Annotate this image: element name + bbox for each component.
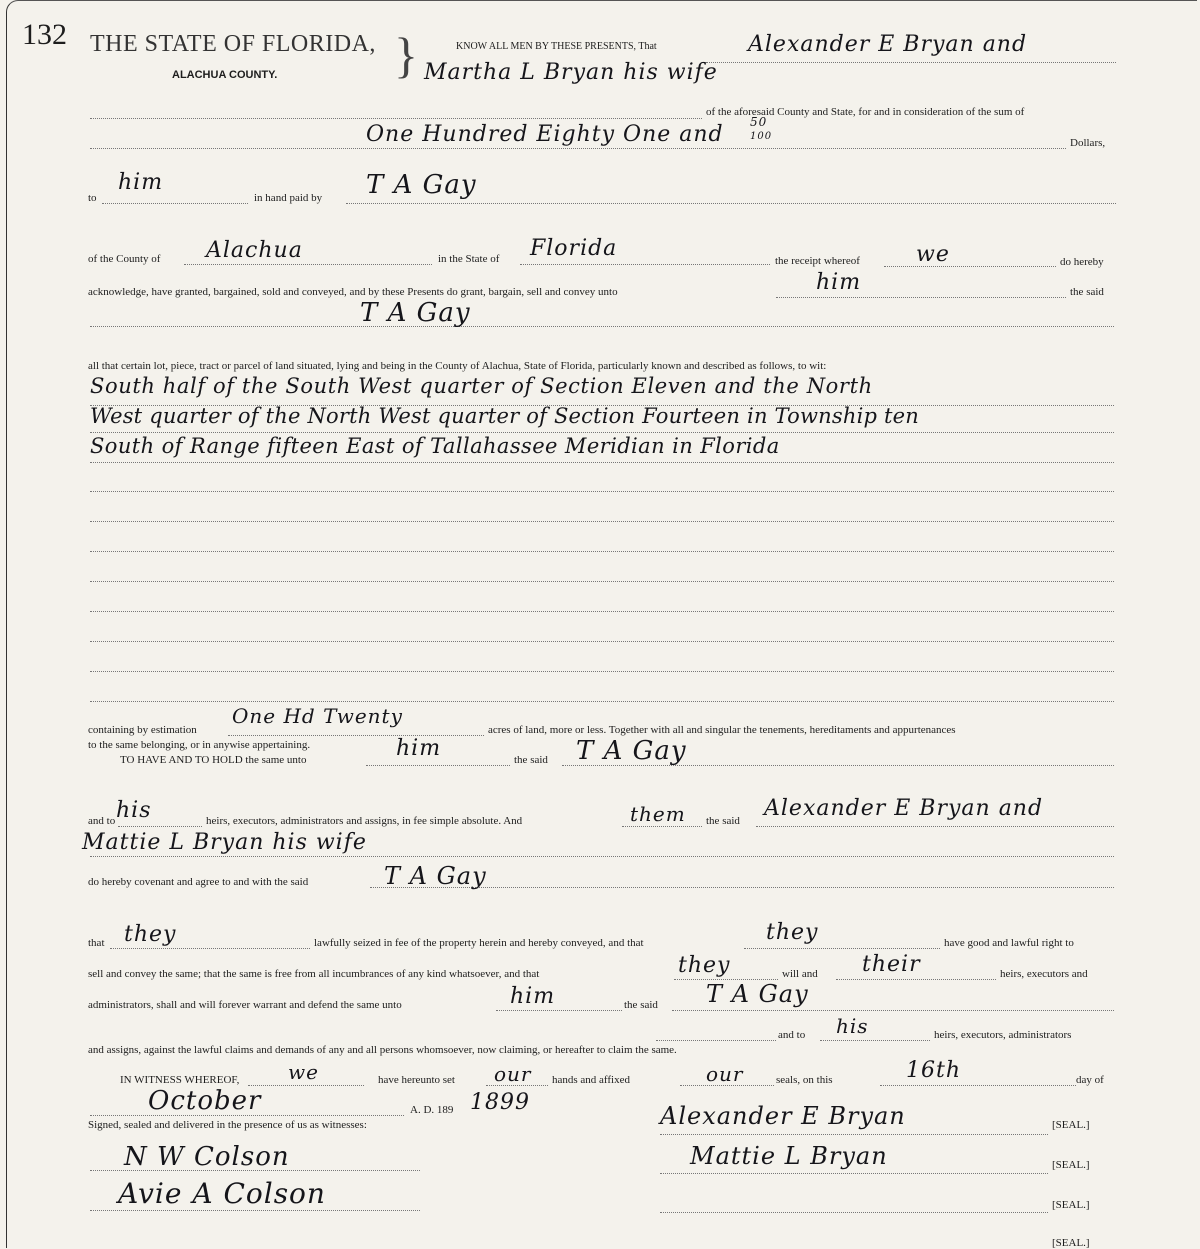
blank-line	[776, 297, 1066, 298]
desc-line	[90, 581, 1114, 582]
convey-handwritten: him	[816, 270, 862, 295]
blank-line	[622, 826, 702, 827]
blank-line	[366, 765, 510, 766]
preamble: KNOW ALL MEN BY THESE PRESENTS, That	[456, 41, 657, 52]
page-border	[6, 0, 1197, 1248]
label-that: that	[88, 937, 105, 949]
blank-line	[884, 266, 1056, 267]
label-admins: administrators, shall and will forever warrant and defend the same unto	[88, 999, 402, 1011]
hand-handwritten: our	[706, 1062, 744, 1086]
label-ad: A. D. 189	[410, 1104, 454, 1116]
label-will: will and	[782, 968, 818, 980]
label-signed: Signed, sealed and delivered in the presence of us as witnesses:	[88, 1119, 367, 1131]
desc-line	[90, 611, 1114, 612]
blank-line	[90, 856, 1114, 857]
label-the-said-4: the said	[624, 999, 658, 1011]
witness-line	[90, 1210, 420, 1211]
label-dollars: Dollars,	[1070, 137, 1106, 149]
day-handwritten: 16th	[906, 1058, 962, 1083]
witness-1-signature: N W Colson	[124, 1142, 290, 1172]
to-have-handwritten: him	[396, 736, 442, 761]
label-right: have good and lawful right to	[944, 937, 1074, 949]
grantors-handwritten: Alexander E Bryan and	[748, 32, 1028, 57]
label-belonging: to the same belonging, or in anywise appertaining.	[88, 739, 311, 751]
label-and-to-2: and to	[778, 1029, 806, 1041]
blank-line	[496, 1010, 622, 1011]
seal-3: [SEAL.]	[1052, 1199, 1090, 1211]
label-heirs-3: heirs, executors, administrators	[934, 1029, 1072, 1041]
month-handwritten: October	[148, 1086, 262, 1116]
blank-line	[118, 826, 202, 827]
covenant-grantee-handwritten: T A Gay	[384, 862, 487, 890]
desc-line	[90, 701, 1114, 702]
page-number: 132	[22, 18, 67, 51]
blank-line	[672, 1010, 1114, 1011]
county-heading: ALACHUA COUNTY.	[172, 69, 278, 81]
label-acknowledge: acknowledge, have granted, bargained, sold and conveyed, and by these Presents do grant, bargain, sell and convey unto	[88, 286, 618, 298]
blank-line	[820, 1040, 930, 1041]
acres-handwritten: One Hd Twenty	[232, 704, 403, 728]
label-to: to	[88, 192, 97, 204]
label-receipt: the receipt whereof	[775, 255, 860, 267]
label-day-of: day of	[1076, 1074, 1104, 1086]
witness-2-signature: Avie A Colson	[118, 1177, 326, 1210]
blank-line	[102, 203, 248, 204]
desc-line	[90, 521, 1114, 522]
label-containing: containing by estimation	[88, 724, 197, 736]
blank-line	[756, 826, 1114, 827]
desc-line	[90, 671, 1114, 672]
that-handwritten: they	[124, 922, 177, 947]
label-the-said-3: the said	[706, 815, 740, 827]
brace: }	[394, 27, 418, 83]
label-sell: sell and convey the same; that the same is free from all incumbrances of any kind whatsoever, and that	[88, 968, 540, 980]
label-aforesaid: of the aforesaid County and State, for and in consideration of the sum of	[706, 106, 1025, 118]
and-to-2-handwritten: his	[836, 1014, 869, 1038]
to-handwritten: him	[118, 170, 164, 195]
signer-2-signature: Mattie L Bryan	[690, 1142, 888, 1170]
signature-line	[660, 1173, 1048, 1174]
amount-handwritten: One Hundred Eighty One and	[366, 122, 724, 147]
label-seal: seals, on this	[776, 1074, 833, 1086]
desc-line	[90, 462, 1114, 463]
land-desc-line1: South half of the South West quarter of Section Eleven and the North	[90, 374, 873, 398]
covenant-grantors-handwritten-2: Mattie L Bryan his wife	[82, 830, 367, 855]
label-the-said: the said	[1070, 286, 1104, 298]
blank-line	[90, 118, 702, 119]
amount-fraction-den: 100	[750, 131, 773, 142]
label-paid-by: in hand paid by	[254, 192, 323, 204]
seal-4: [SEAL.]	[1052, 1237, 1090, 1249]
sell-handwritten: they	[678, 953, 731, 978]
label-county: of the County of	[88, 253, 161, 265]
label-heirs-2: heirs, executors and	[1000, 968, 1088, 980]
grantors-handwritten-2: Martha L Bryan his wife	[424, 60, 718, 85]
blank-line	[346, 203, 1116, 204]
receipt-handwritten: we	[916, 242, 950, 267]
desc-line	[90, 551, 1114, 552]
and-handwritten: them	[630, 802, 686, 826]
admins-grantee-handwritten: T A Gay	[706, 980, 809, 1008]
county-handwritten: Alachua	[206, 238, 303, 263]
to-have-grantee-handwritten: T A Gay	[576, 736, 687, 766]
label-seized: lawfully seized in fee of the property herein and hereby conveyed, and that	[314, 937, 644, 949]
label-state: in the State of	[438, 253, 500, 265]
label-claims: and assigns, against the lawful claims and demands of any and all persons whomsoever, now claiming, or hereafter to claim the same.	[88, 1044, 677, 1056]
blank-line	[880, 1085, 1076, 1086]
grantee-handwritten: T A Gay	[360, 298, 471, 328]
state-handwritten: Florida	[530, 236, 618, 261]
signature-line	[660, 1134, 1048, 1135]
seal-2: [SEAL.]	[1052, 1159, 1090, 1171]
witness-handwritten: we	[288, 1060, 319, 1084]
desc-line	[90, 491, 1114, 492]
blank-line	[90, 326, 1114, 327]
blank-line	[520, 264, 770, 265]
land-desc-line2: West quarter of the North West quarter of Section Fourteen in Township ten	[90, 404, 920, 428]
blank-line	[184, 264, 432, 265]
label-covenant: do hereby covenant and agree to and with the said	[88, 876, 309, 888]
state-heading: THE STATE OF FLORIDA,	[90, 31, 376, 57]
covenant-grantors-handwritten: Alexander E Bryan and	[764, 796, 1044, 821]
seal-1: [SEAL.]	[1052, 1119, 1090, 1131]
paid-by-handwritten: T A Gay	[366, 170, 477, 200]
land-desc-line3: South of Range fifteen East of Tallahassee Meridian in Florida	[90, 434, 780, 458]
label-witness: IN WITNESS WHEREOF,	[120, 1074, 240, 1086]
blank-line	[248, 1085, 364, 1086]
desc-line	[90, 432, 1114, 433]
blank-line	[90, 148, 1066, 149]
blank-line	[228, 735, 484, 736]
label-to-have: TO HAVE AND TO HOLD the same unto	[120, 754, 307, 766]
label-acres: acres of land, more or less. Together with all and singular the tenements, hereditaments and appurtenances	[488, 724, 956, 736]
blank-line	[656, 1040, 776, 1041]
blank-line	[706, 62, 1116, 63]
amount-fraction-num: 50	[750, 115, 768, 129]
blank-line	[836, 979, 996, 980]
and-to-handwritten: his	[116, 798, 152, 823]
label-do-hereby: do hereby	[1060, 256, 1104, 268]
land-intro: all that certain lot, piece, tract or parcel of land situated, lying and being in the County of Alachua, State of Florida, particularly known and described as follows, to wit:	[88, 360, 827, 372]
set-handwritten: our	[494, 1062, 532, 1086]
label-and-to: and to	[88, 815, 116, 827]
year-handwritten: 1899	[470, 1090, 530, 1115]
seized-handwritten: they	[766, 920, 819, 945]
blank-line	[110, 948, 310, 949]
will-handwritten: their	[862, 952, 921, 977]
admins-handwritten: him	[510, 984, 556, 1009]
signature-line	[660, 1212, 1048, 1213]
label-hand: hands and affixed	[552, 1074, 630, 1086]
label-the-said-2: the said	[514, 754, 548, 766]
label-set: have hereunto set	[378, 1074, 455, 1086]
desc-line	[90, 641, 1114, 642]
label-heirs: heirs, executors, administrators and assigns, in fee simple absolute. And	[206, 815, 523, 827]
blank-line	[744, 948, 940, 949]
signer-1-signature: Alexander E Bryan	[660, 1102, 906, 1130]
